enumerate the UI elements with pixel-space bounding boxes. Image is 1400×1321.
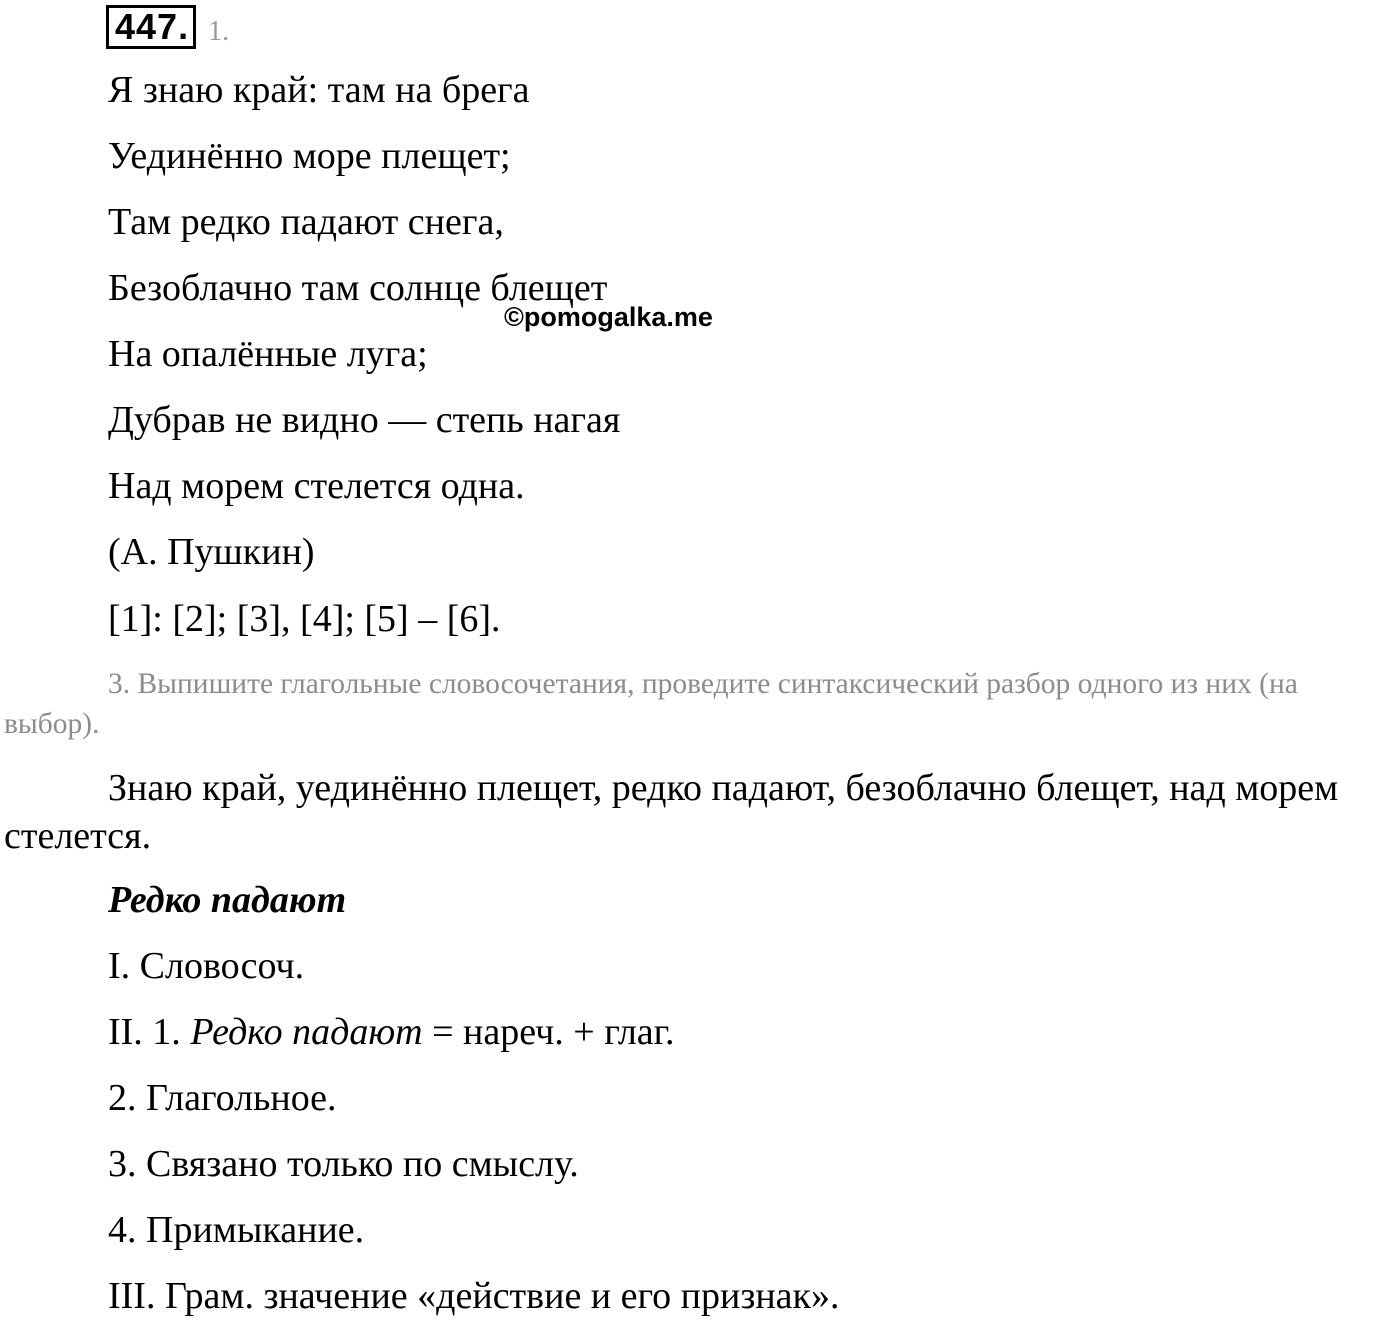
- watermark: ©pomogalka.me: [504, 302, 713, 332]
- task-subnumber: 1.: [208, 16, 230, 47]
- task-header: [106, 4, 229, 50]
- poem-line: Уединённо море плещет;: [108, 135, 511, 177]
- analysis-item-phrase: Редко падают: [190, 1011, 423, 1053]
- sentence-scheme: [1]: [2]; [3], [4]; [5] – [6].: [108, 598, 501, 640]
- analysis-item: 4. Примыкание.: [108, 1209, 365, 1251]
- analysis-heading: Редко падают: [108, 879, 347, 921]
- analysis-item: I. Словосоч.: [108, 945, 305, 987]
- poem-line: Дубрав не видно — степь нагая: [108, 399, 621, 441]
- poem-line: Безоблачно там солнце блещет: [108, 267, 608, 309]
- poem-line: Я знаю край: там на брега: [108, 69, 530, 111]
- analysis-item-suffix: = нареч. + глаг.: [422, 1011, 675, 1053]
- poem-line: Там редко падают снега,: [108, 201, 504, 243]
- poem-author: (А. Пушкин): [108, 531, 315, 573]
- analysis-item: 3. Связано только по смыслу.: [108, 1143, 579, 1185]
- analysis-item-prefix: II. 1.: [108, 1011, 191, 1053]
- answer-paragraph: Знаю край, уединённо плещет, редко падают, безоблачно блещет, над морем стелется.: [4, 767, 1339, 857]
- task-number: 447.: [106, 5, 196, 49]
- analysis-item: [108, 1010, 674, 1054]
- analysis-item: III. Грам. значение «действие и его признак».: [108, 1275, 840, 1317]
- analysis-item: 2. Глагольное.: [108, 1077, 337, 1119]
- poem-line: Над морем стелется одна.: [108, 465, 525, 507]
- task-instruction: 3. Выпишите глагольные словосочетания, проведите синтаксический разбор одного из них (на выбор).: [4, 668, 1298, 740]
- poem-line: На опалённые луга;: [108, 333, 428, 375]
